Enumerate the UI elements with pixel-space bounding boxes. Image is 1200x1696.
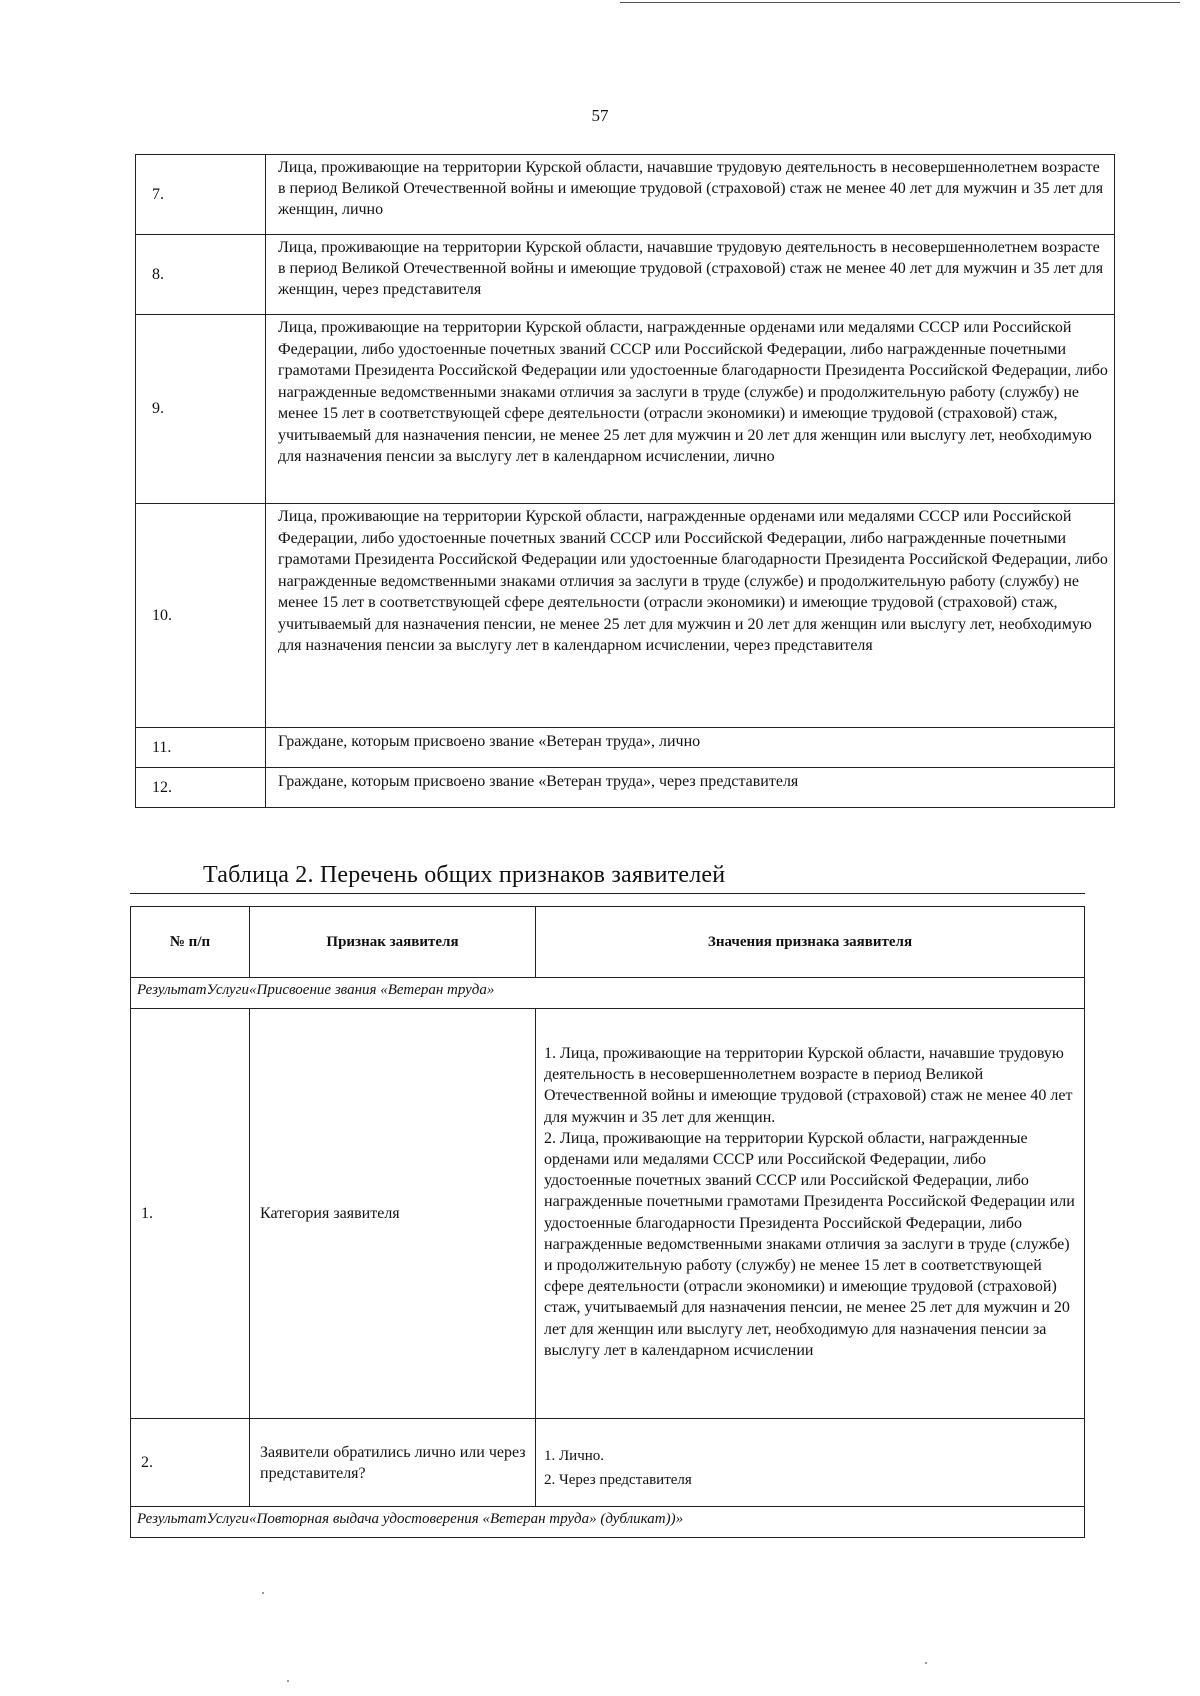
table-row <box>136 155 1115 235</box>
table-row <box>136 315 1115 504</box>
row-text: Лица, проживающие на территории Курской области, начавшие трудовую деятельность в несовершеннолетнем возрасте в период Великой Отечественной войны и имеющие трудовой (страховой) стаж не менее 40 лет для мужчин и 35 лет для женщин, лично <box>266 155 1115 235</box>
section-row <box>131 978 1085 1009</box>
header-attribute: Признак заявителя <box>250 907 536 978</box>
row-attribute: Заявители обратились лично или через представителя? <box>250 1419 536 1507</box>
table-2-top-border <box>130 893 1085 894</box>
header-values: Значения признака заявителя <box>536 907 1085 978</box>
row-values <box>536 1009 1085 1419</box>
table-row <box>131 1009 1085 1419</box>
row-text: Граждане, которым присвоено звание «Ветеран труда», через представителя <box>266 768 1115 808</box>
section-row <box>131 1507 1085 1538</box>
table-row <box>136 768 1115 808</box>
applicant-attributes-table <box>130 906 1085 1538</box>
table-row <box>136 235 1115 315</box>
value-item: 2. Через представителя <box>544 1471 692 1488</box>
row-text: Лица, проживающие на территории Курской области, начавшие трудовую деятельность в несовершеннолетнем возрасте в период Великой Отечественной войны и имеющие трудовой (страховой) стаж не менее 40 лет для мужчин и 35 лет для женщин, через представителя <box>266 235 1115 315</box>
table-header-row <box>131 907 1085 978</box>
scan-speck <box>262 1592 264 1594</box>
row-number: 7. <box>136 155 266 235</box>
scan-edge-line <box>620 2 1180 3</box>
row-attribute: Категория заявителя <box>250 1009 536 1419</box>
row-text: Лица, проживающие на территории Курской области, награжденные орденами или медалями СССР или Российской Федерации, либо удостоенные почетных званий СССР или Российской Федерации, либо награжденные почетными грамотами Президента Российской Федерации или удостоенные благодарности Президента Российской Федерации, либо награжденные ведомственными знаками отличия за заслуги в труде (службе) и продолжительную работу (службу) не менее 15 лет в соответствующей сфере деятельности (отрасли экономики) и имеющие трудовой (страховой) стаж, учитываемый для назначения пенсии, не менее 25 лет для мужчин и 20 лет для женщин или выслугу лет, необходимую для назначения пенсии за выслугу лет в календарном исчислении, через представителя <box>266 504 1115 728</box>
row-number: 8. <box>136 235 266 315</box>
row-number: 1. <box>131 1009 250 1419</box>
row-text: Лица, проживающие на территории Курской области, награжденные орденами или медалями СССР или Российской Федерации, либо удостоенные почетных званий СССР или Российской Федерации, либо награжденные почетными грамотами Президента Российской Федерации или удостоенные благодарности Президента Российской Федерации, либо награжденные ведомственными знаками отличия за заслуги в труде (службе) и продолжительную работу (службу) не менее 15 лет в соответствующей сфере деятельности (отрасли экономики) и имеющие трудовой (страховой) стаж, учитываемый для назначения пенсии, не менее 25 лет для мужчин и 20 лет для женщин или выслугу лет, необходимую для назначения пенсии за выслугу лет в календарном исчислении, лично <box>266 315 1115 504</box>
page-number: 57 <box>591 106 609 125</box>
value-item: 2. Лица, проживающие на территории Курской области, награжденные орденами или медалями СССР или Российской Федерации, либо удостоенные почетных званий СССР или Российской Федерации, либо награжденные почетными грамотами Президента Российской Федерации или удостоенные благодарности Президента Российской Федерации, либо награжденные ведомственными знаками отличия за заслуги в труде (службе) и продолжительную работу (службу) не менее 15 лет в соответствующей сфере деятельности (отрасли экономики) и имеющие трудовой (страховой) стаж, учитываемый для назначения пенсии, не менее 25 лет для мужчин и 20 лет для женщин или выслугу лет, необходимую для назначения пенсии за выслугу лет в календарном исчислении <box>544 1129 1075 1359</box>
table-2-title: Таблица 2. Перечень общих признаков заявителей <box>203 862 726 888</box>
table-row <box>136 504 1115 728</box>
row-text: Граждане, которым присвоено звание «Ветеран труда», лично <box>266 728 1115 768</box>
scan-speck <box>287 1680 289 1682</box>
value-item: 1. Лица, проживающие на территории Курской области, начавшие трудовую деятельность в несовершеннолетнем возрасте в период Великой Отечественной войны и имеющие трудовой (страховой) стаж не менее 40 лет для мужчин и 35 лет для женщин. <box>544 1045 1073 1126</box>
section-title: РезультатУслуги«Присвоение звания «Ветеран труда» <box>131 978 1085 1009</box>
section-title: РезультатУслуги«Повторная выдача удостоверения «Ветеран труда» (дубликат))» <box>131 1507 1085 1538</box>
header-number: № п/п <box>131 907 250 978</box>
row-number: 11. <box>136 728 266 768</box>
scan-speck <box>925 1662 927 1664</box>
value-item: 1. Лично. <box>544 1447 605 1464</box>
row-values <box>536 1419 1085 1507</box>
row-number: 12. <box>136 768 266 808</box>
row-number: 9. <box>136 315 266 504</box>
row-number: 2. <box>131 1419 250 1507</box>
applicant-variants-table <box>135 154 1115 808</box>
row-number: 10. <box>136 504 266 728</box>
table-row <box>131 1419 1085 1507</box>
table-row <box>136 728 1115 768</box>
